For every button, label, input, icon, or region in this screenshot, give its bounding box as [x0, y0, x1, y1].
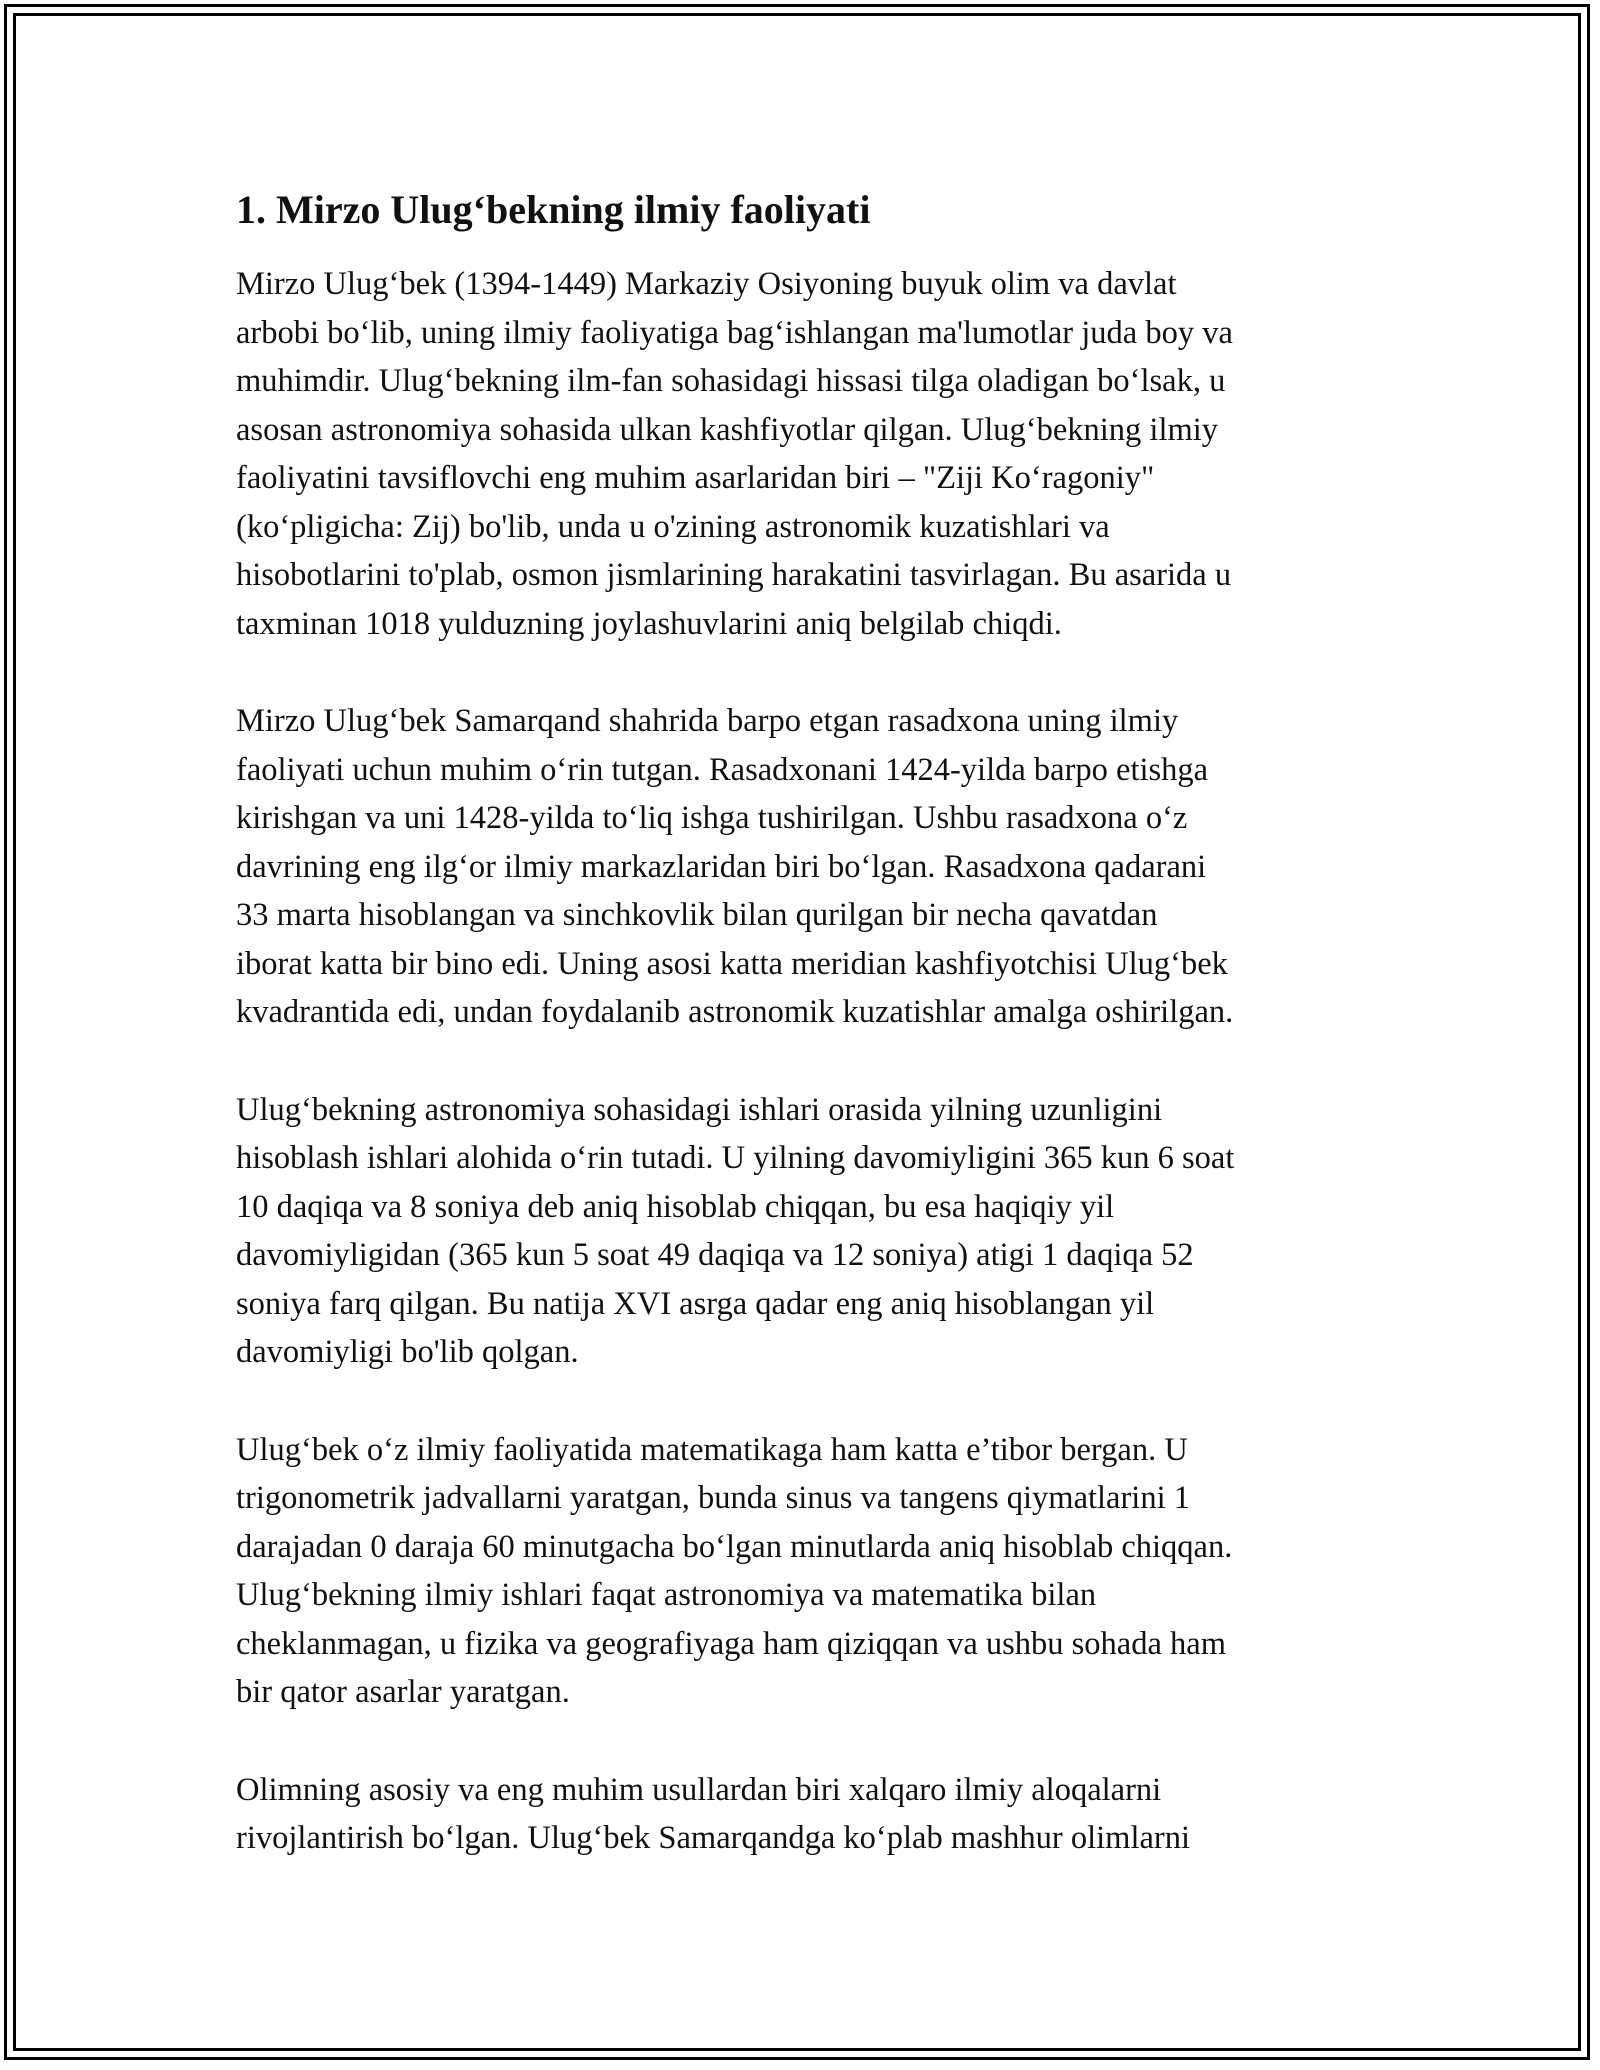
paragraph-2 — [236, 697, 1364, 1037]
text-line: Mirzo Ulug‘bek Samarqand shahrida barpo etgan rasadxona uning ilmiy — [236, 703, 1179, 739]
text-line: kvadrantida edi, undan foydalanib astronomik kuzatishlar amalga oshirilgan. — [236, 994, 1234, 1030]
text-line: faoliyatini tavsiflovchi eng muhim asarlaridan biri – "Ziji Ko‘ragoniy" — [236, 460, 1155, 496]
section-heading: 1. Mirzo Ulug‘bekning ilmiy faoliyati — [236, 187, 871, 232]
text-line: soniya farq qilgan. Bu natija XVI asrga qadar eng aniq hisoblangan yil — [236, 1285, 1155, 1322]
text-line: bir qator asarlar yaratgan. — [236, 1674, 570, 1710]
text-line: muhimdir. Ulug‘bekning ilm-fan sohasidagi hissasi tilga oladigan bo‘lsak, u — [236, 363, 1226, 399]
text-line: faoliyati uchun muhim o‘rin tutgan. Rasadxonani 1424-yilda barpo etishga — [236, 751, 1209, 788]
paragraph-5 — [236, 1766, 1364, 1863]
text-line: davrining eng ilg‘or ilmiy markazlaridan biri bo‘lgan. Rasadxona qadarani — [236, 848, 1207, 885]
text-line: 10 daqiqa va 8 soniya deb aniq hisoblab chiqqan, bu esa haqiqiy yil — [236, 1188, 1115, 1225]
text-line: arbobi bo‘lib, uning ilmiy faoliyatiga bag‘ishlangan ma'lumotlar juda boy va — [236, 314, 1233, 351]
text-line: Mirzo Ulug‘bek (1394-1449) Markaziy Osiyoning buyuk olim va davlat — [236, 266, 1177, 302]
paragraph-4 — [236, 1426, 1364, 1717]
text-line: Ulug‘bek o‘z ilmiy faoliyatida matematikaga ham katta e’tibor bergan. U — [236, 1431, 1188, 1468]
text-line: Olimning asosiy va eng muhim usullardan biri xalqaro ilmiy aloqalarni — [236, 1771, 1162, 1808]
paragraph-3 — [236, 1086, 1364, 1377]
text-line: Ulug‘bekning ilmiy ishlari faqat astronomiya va matematika bilan — [236, 1577, 1097, 1613]
text-line: trigonometrik jadvallarni yaratgan, bunda sinus va tangens qiymatlarini 1 — [236, 1480, 1190, 1516]
text-line: (ko‘pligicha: Zij) bo'lib, unda u o'zining astronomik kuzatishlari va — [236, 508, 1110, 545]
text-line: cheklanmagan, u fizika va geografiyaga ham qiziqqan va ushbu sohada ham — [236, 1625, 1226, 1662]
document-body — [236, 186, 1364, 1912]
text-line: rivojlantirish bo‘lgan. Ulug‘bek Samarqandga ko‘plab mashhur olimlarni — [236, 1820, 1191, 1856]
text-line: iborat katta bir bino edi. Uning asosi katta meridian kashfiyotchisi Ulug‘bek — [236, 945, 1228, 982]
text-line: taxminan 1018 yulduzning joylashuvlarini aniq belgilab chiqdi. — [236, 605, 1062, 642]
text-line: hisoblash ishlari alohida o‘rin tutadi. U yilning davomiyligini 365 kun 6 soat — [236, 1140, 1235, 1176]
text-line: davomiyligidan (365 kun 5 soat 49 daqiqa va 12 soniya) atigi 1 daqiqa 52 — [236, 1237, 1194, 1273]
text-line: asosan astronomiya sohasida ulkan kashfiyotlar qilgan. Ulug‘bekning ilmiy — [236, 411, 1219, 448]
text-line: darajadan 0 daraja 60 minutgacha bo‘lgan minutlarda aniq hisoblab chiqqan. — [236, 1528, 1233, 1565]
paragraph-1 — [236, 260, 1364, 648]
text-line: kirishgan va uni 1428-yilda to‘liq ishga tushirilgan. Ushbu rasadxona o‘z — [236, 800, 1188, 836]
text-line: hisobotlarini to'plab, osmon jismlarining harakatini tasvirlagan. Bu asarida u — [236, 557, 1232, 593]
text-line: davomiyligi bo'lib qolgan. — [236, 1334, 579, 1370]
text-line: Ulug‘bekning astronomiya sohasidagi ishlari orasida yilning uzunligini — [236, 1091, 1163, 1128]
text-line: 33 marta hisoblangan va sinchkovlik bilan qurilgan bir necha qavatdan — [236, 897, 1158, 933]
